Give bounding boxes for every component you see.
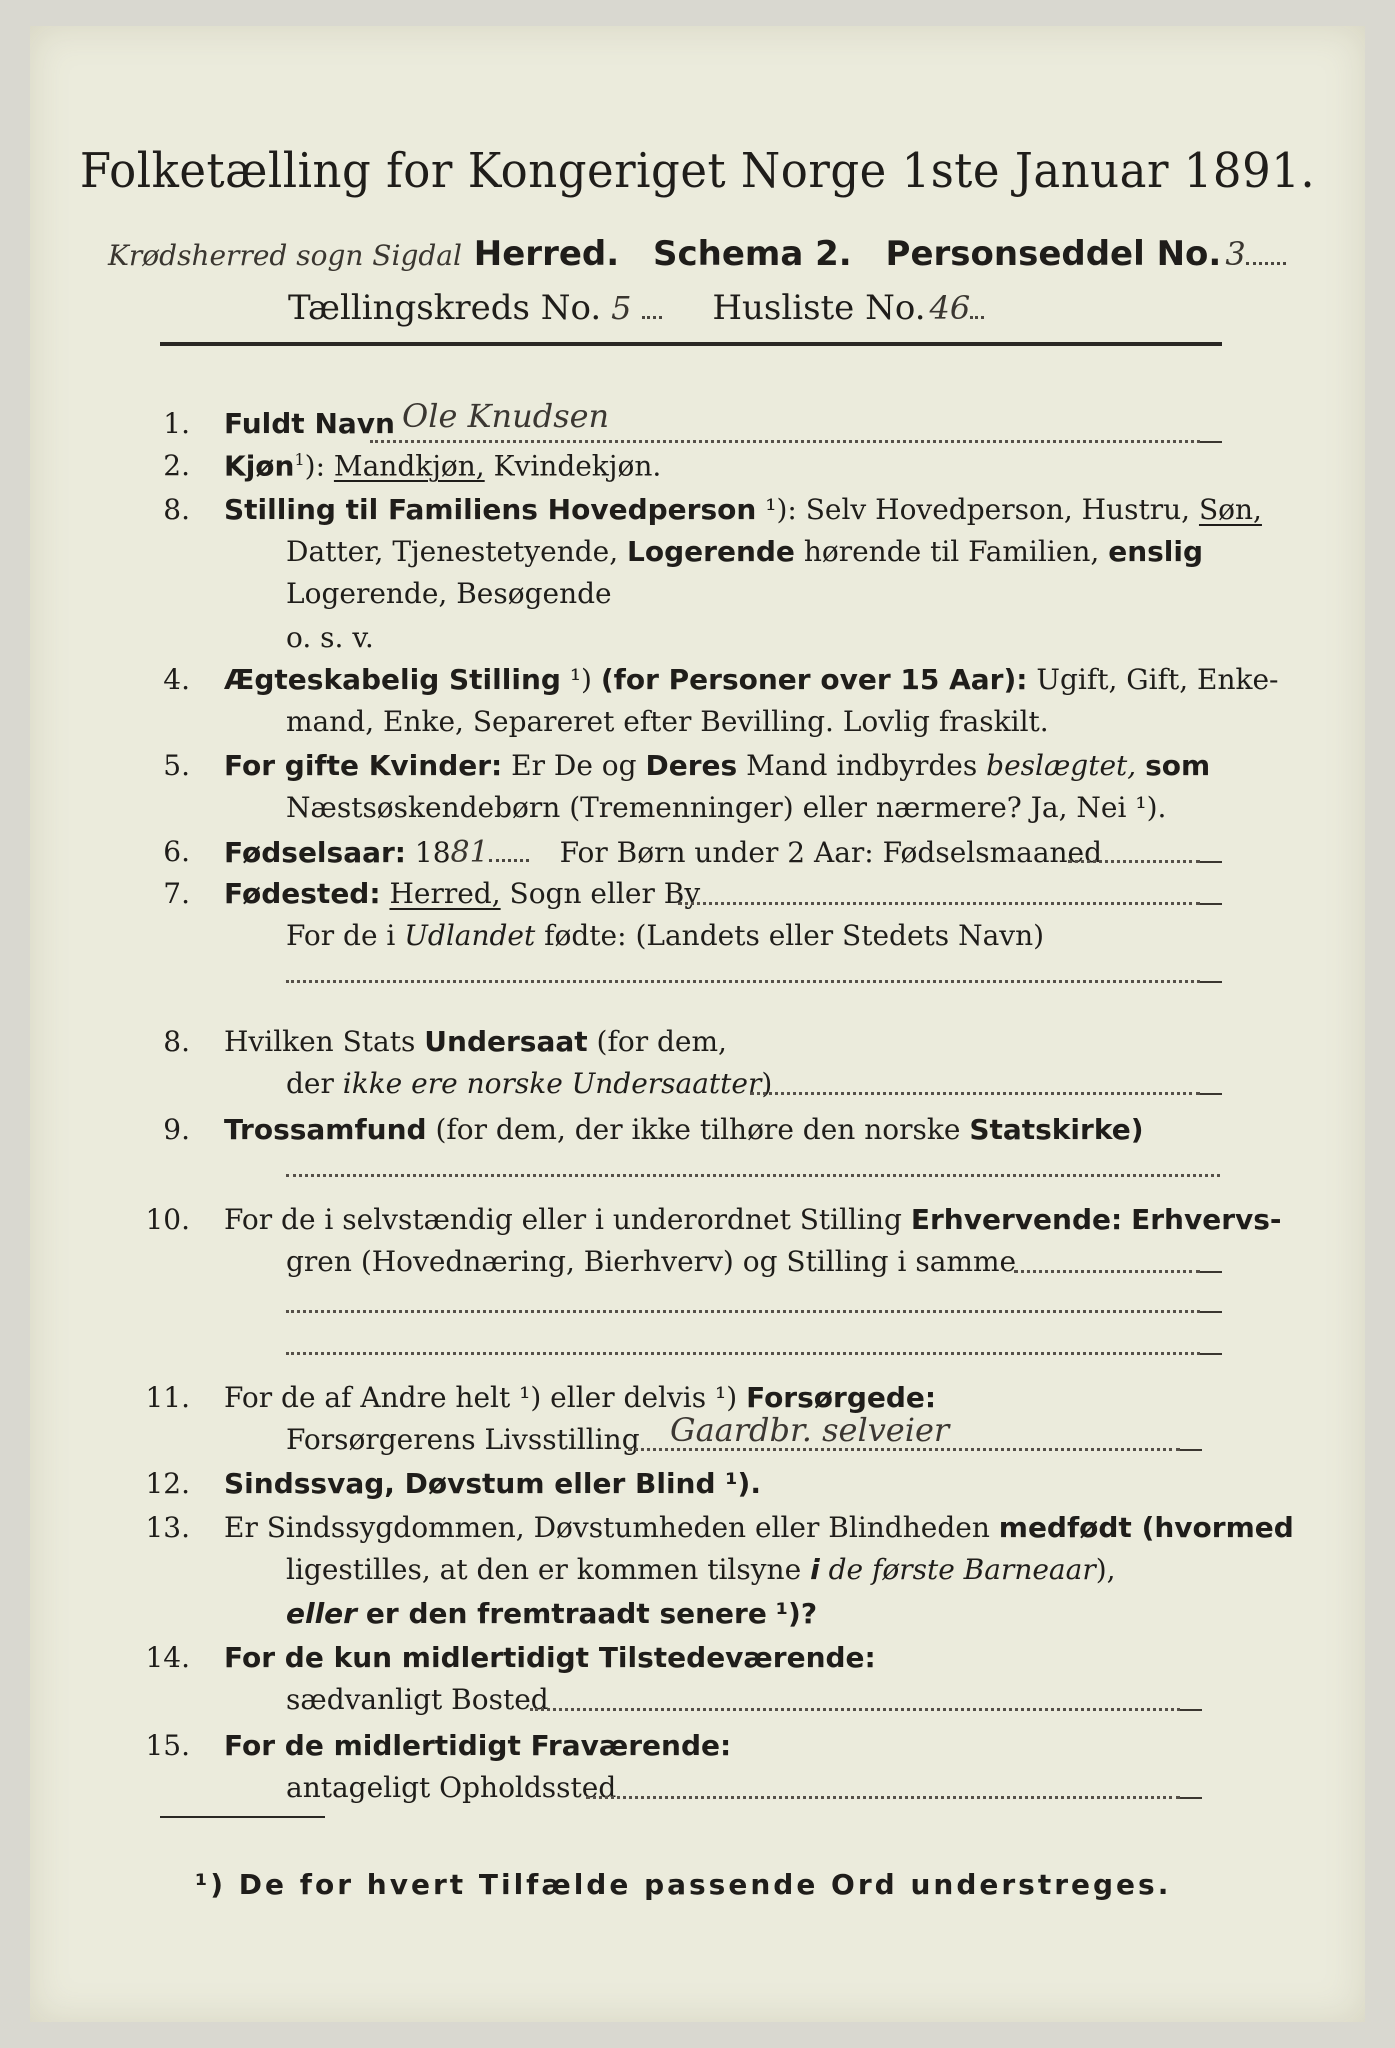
census-form: Folketælling for Kongeriget Norge 1ste Januar 1891. Krødsherred sogn Sigdal Herred. Schema 2. Personseddel No. 3 Tællingskreds No. 5 Husliste No. 46 1. Fuldt Navn Ole Knudsen 2. Kjøn$^1$): Mandkjøn, Kvindekjøn. 8. Stilling til Familiens Hovedperson ¹): Selv Hovedperson, Hustru, Søn, Datter, Tjenestetyende, Logerende hørende til Familien, enslig Logerende, Besøgende o. s. v. 4. Ægteskabelig Stilling ¹) (for Personer over 15 Aar): Ugift, Gift, Enke- mand, Enke, Separeret efter Bevilling. Lovlig fraskilt. 5. For gifte Kvinder: Er De og Deres Mand indbyrdes beslægtet, som Næstsøskendebørn (Tremenninger) eller nærmere? Ja, Nei ¹). 6. Fødselsaar: 1881 For Børn under 2 Aar: Fødselsmaaned 7. Fødested: Herred, Sogn eller By For de i Udlandet fødte: (Landets eller Stedets Navn) 8. Hvilken Stats Undersaat (for dem, der ikke ere norske Undersaatter) 9. Trossamfund (for dem, der ikke tilhøre den norske Statskirke) 10. For de i selvstændig eller i underordnet Stilling Erhvervende: Erhvervs- gren (Hovednæring, Bierhverv) og Stilling i samme 11. For de af Andre helt ¹) eller delvis ¹) Forsørgede: Forsørgerens Livsstilling Gaardbr. selveier 12. Sindssvag, Døvstum eller Blind ¹). 13. Er Sindssygdommen, Døvstumheden eller Blindheden medfødt (hvormed ligestilles, at den er kommen tilsyne i de første Barneaar), eller er den fremtraadt senere ¹)? 14. For de kun midlertidigt Tilstedeværende: sædvanligt Bosted 15. For de midlertidigt Fraværende: antageligt Opholdssted ¹) De for hvert Tilfælde passende Ord understreges.: [30, 26, 1365, 2022]
item-number: 12.: [145, 1467, 190, 1500]
item-label: Fødested:: [224, 877, 381, 910]
item-number: 10.: [145, 1203, 190, 1236]
item-label: For de midlertidigt Fraværende:: [224, 1729, 732, 1762]
item-text: Næstsøskendebørn (Tremenninger) eller nærmere? Ja, Nei ¹).: [286, 791, 1167, 824]
item-number: 7.: [163, 877, 190, 910]
item-text: Besøgende: [456, 577, 612, 610]
item-text: Datter, Tjenestetyende,: [286, 535, 619, 568]
item-label: Fuldt Navn: [224, 407, 395, 440]
item-text: Selv Hovedperson, Hustru,: [805, 493, 1191, 526]
item-number: 14.: [145, 1641, 190, 1674]
item-text: o. s. v.: [286, 621, 374, 654]
item-text: eller: [286, 1597, 357, 1630]
item-text: Deres: [645, 749, 738, 782]
item-text: Logerende,: [286, 577, 448, 610]
item-number: 8.: [163, 1025, 190, 1058]
occupation-handwritten: Gaardbr. selveier: [670, 1411, 950, 1449]
item-text: ¹)?: [775, 1597, 818, 1630]
taellingskreds-label: Tællingskreds No.: [288, 288, 602, 328]
year-prefix: 18: [414, 836, 451, 869]
item-text: gren (Hovednæring, Bierhverv) og Stilling i samme: [286, 1245, 1017, 1278]
item-text: Forsørgerens Livsstilling: [286, 1423, 640, 1456]
item-label: Sindssvag, Døvstum eller Blind ¹).: [224, 1467, 761, 1500]
item-text: (for dem,: [596, 1025, 727, 1058]
footnote: ¹) De for hvert Tilfælde passende Ord understreges.: [195, 1868, 1172, 1901]
item-text: Hvilken Stats: [224, 1025, 416, 1058]
item-text: (for dem, der ikke tilhøre den norske: [435, 1113, 961, 1146]
item-number: 8.: [163, 493, 190, 526]
name-handwritten: Ole Knudsen: [402, 397, 610, 435]
item-text: Forsørgede:: [746, 1381, 937, 1414]
item-number: 4.: [163, 663, 190, 696]
item-number: 13.: [145, 1511, 190, 1544]
item-text: Mand indbyrdes: [746, 749, 978, 782]
item-text: Ugift, Gift, Enke-: [1036, 663, 1279, 696]
item-text: sædvanligt Bosted: [286, 1683, 549, 1716]
item-label: For de kun midlertidigt Tilstedeværende:: [224, 1641, 876, 1674]
item-text: Erhvervs-: [1131, 1203, 1282, 1236]
item-text: Undersaat: [424, 1025, 588, 1058]
item-text: (for Personer over 15 Aar):: [600, 663, 1028, 696]
item-text: beslægtet,: [986, 749, 1137, 782]
item-text: enslig: [1108, 535, 1204, 568]
item-text: der: [286, 1067, 334, 1100]
birthyear-handwritten: 81: [450, 835, 489, 870]
item-text: Logerende: [627, 535, 795, 568]
item-number: 15.: [145, 1729, 190, 1762]
item-text: For de i: [286, 919, 396, 952]
item-text: For de af Andre helt ¹) eller delvis ¹): [224, 1381, 738, 1414]
herred-handwritten: Krødsherred sogn Sigdal: [108, 239, 462, 272]
item-text: Fødselsmaaned: [882, 836, 1103, 869]
herred-label: Herred.: [473, 234, 620, 274]
item-text: i: [810, 1553, 820, 1586]
item-text: Er Sindssygdommen, Døvstumheden eller Blindheden: [224, 1511, 990, 1544]
item-text: For Børn under 2 Aar:: [559, 836, 874, 869]
item-text: Udlandet: [404, 919, 536, 952]
item-text: Er De og: [511, 749, 637, 782]
husliste-value: 46: [929, 289, 971, 327]
taellingskreds-line: [288, 288, 984, 328]
item-text: som: [1145, 749, 1211, 782]
item-text: er den fremtraadt senere: [365, 1597, 767, 1630]
item-text: For de i selvstændig eller i underordnet Stilling: [224, 1203, 902, 1236]
item-number: 1.: [163, 407, 190, 440]
option-son: Søn,: [1198, 493, 1262, 526]
item-text: fødte: (Landets eller Stedets Navn): [544, 919, 1045, 952]
footnote-mark: 1: [294, 450, 305, 469]
item-text: ikke ere norske Undersaatter: [342, 1067, 762, 1100]
option-mandkjon: Mandkjøn,: [333, 449, 485, 483]
item-label: Trossamfund: [224, 1113, 427, 1146]
item-text: antageligt Opholdssted: [286, 1771, 617, 1804]
item-number: 11.: [145, 1381, 190, 1414]
item-text: Erhvervende:: [910, 1203, 1123, 1236]
item-label: Kjøn: [224, 449, 295, 483]
personseddel-value: 3: [1225, 235, 1246, 273]
footnote-rule: [160, 1816, 325, 1818]
item-number: 6.: [163, 835, 190, 868]
item-label: Fødselsaar:: [224, 836, 406, 869]
item-text: medfødt (hvormed: [998, 1511, 1294, 1544]
header-rule: [160, 342, 1222, 346]
item-text: Statskirke): [969, 1113, 1144, 1146]
husliste-label: Husliste No.: [712, 288, 926, 328]
option-kvindekjon: Kvindekjøn.: [484, 449, 662, 483]
taellingskreds-value: 5: [611, 289, 632, 327]
item-text: mand, Enke, Separeret efter Bevilling. Lovlig fraskilt.: [286, 705, 1049, 738]
item-text: Sogn eller By: [500, 877, 701, 910]
item-number: 5.: [163, 749, 190, 782]
item-text: de første Barneaar: [828, 1553, 1096, 1586]
item-label: Stilling til Familiens Hovedperson: [224, 493, 757, 526]
item-text: hørende til Familien,: [803, 535, 1100, 568]
option-herred: Herred,: [389, 877, 501, 910]
item-label: For gifte Kvinder:: [224, 749, 503, 782]
herred-line: [108, 234, 1286, 274]
item-number: 9.: [163, 1113, 190, 1146]
item-number: 2.: [163, 449, 190, 482]
item-label: Ægteskabelig Stilling: [224, 663, 561, 696]
item-text: ligestilles, at den er kommen tilsyne: [286, 1553, 802, 1586]
schema-label: Schema 2.: [653, 234, 852, 274]
form-title: Folketælling for Kongeriget Norge 1ste Januar 1891.: [79, 142, 1316, 199]
personseddel-label: Personseddel No.: [885, 234, 1222, 274]
